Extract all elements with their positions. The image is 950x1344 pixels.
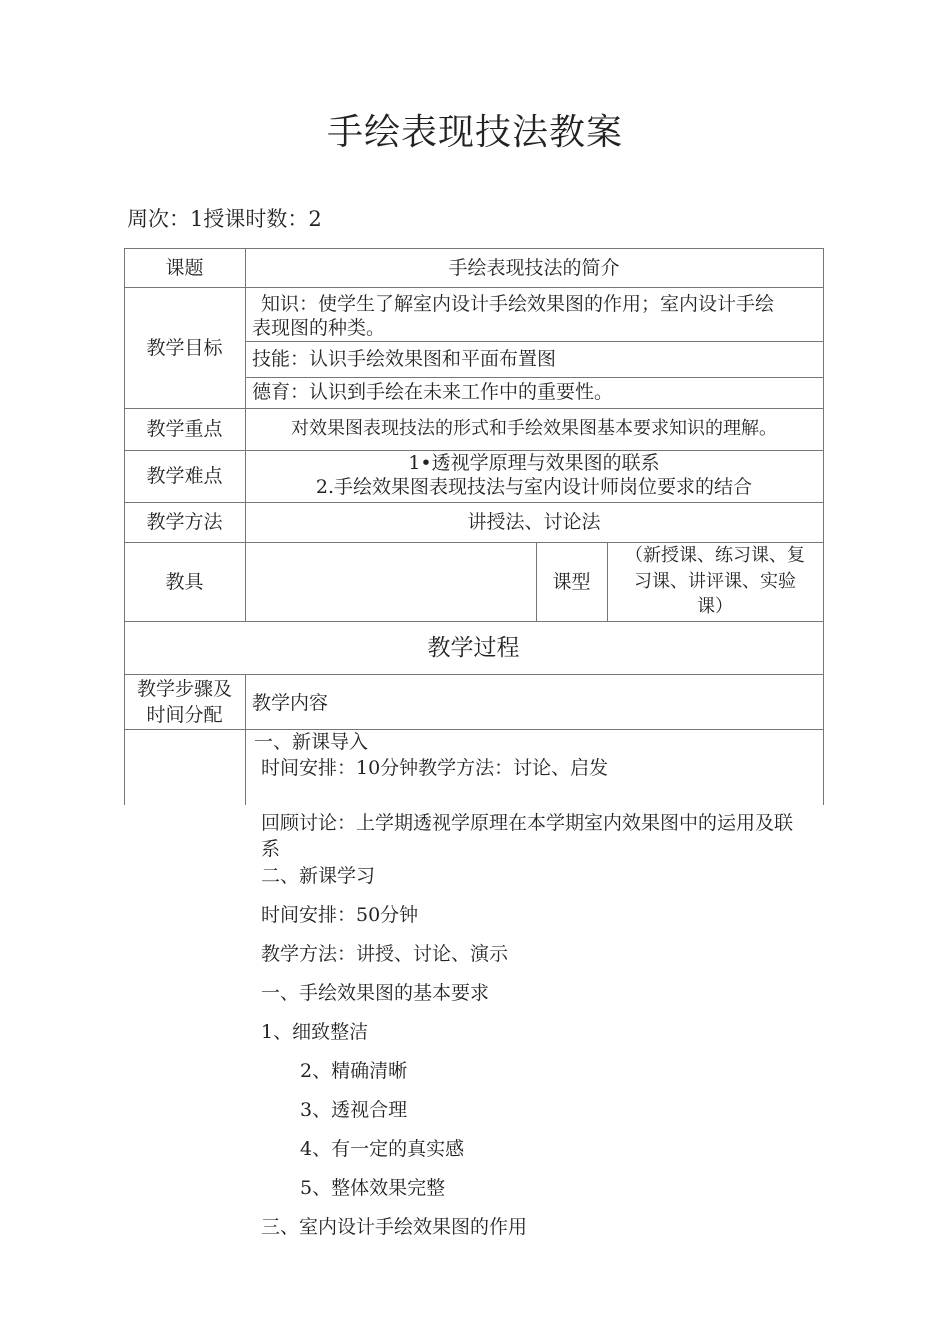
list-item: 2、精确清晰 [300, 1060, 408, 1082]
review-line2: 系 [261, 838, 281, 860]
difficulties-line2: 2.手绘效果图表现技法与室内设计师岗位要求的结合 [315, 476, 753, 498]
objectives-label: 教学目标 [146, 336, 223, 359]
topic-label: 课题 [165, 256, 204, 279]
tools-value [245, 542, 536, 621]
methods-value: 讲授法、讨论法 [467, 511, 601, 533]
objective-knowledge-line2: 表现图的种类。 [252, 317, 386, 339]
section-heading-3: 三、室内设计手绘效果图的作用 [261, 1216, 528, 1238]
course-type-line2: 习课、讲评课、实验 [634, 571, 796, 592]
topic-value: 手绘表现技法的简介 [448, 256, 620, 279]
course-type-line3: 课） [697, 596, 733, 617]
week-hours-line: 周次：1授课时数：2 [127, 207, 322, 231]
new-lesson-method: 教学方法：讲授、讨论、演示 [261, 943, 509, 965]
key-points-label: 教学重点 [146, 418, 223, 440]
table-border [245, 674, 246, 805]
steps-label-line2: 时间分配 [146, 704, 223, 726]
table-border [823, 248, 824, 805]
steps-label-line1: 教学步骤及 [136, 678, 232, 700]
list-item: 5、整体效果完整 [300, 1177, 446, 1199]
key-points-value: 对效果图表现技法的形式和手绘效果图基本要求知识的理解。 [291, 418, 777, 439]
difficulties-line1: 1•透视学原理与效果图的联系 [408, 452, 660, 474]
table-border [124, 729, 824, 730]
methods-label: 教学方法 [146, 511, 223, 533]
section-heading-1: 一、手绘效果图的基本要求 [261, 982, 490, 1004]
intro-heading: 一、新课导入 [254, 731, 369, 753]
content-header: 教学内容 [252, 692, 329, 714]
objective-skill: 技能：认识手绘效果图和平面布置图 [252, 348, 557, 370]
document-title: 手绘表现技法教案 [326, 112, 623, 153]
tools-label: 教具 [165, 570, 204, 593]
table-border [245, 341, 824, 342]
list-item: 4、有一定的真实感 [300, 1138, 465, 1160]
objective-moral: 德育：认识到手绘在未来工作中的重要性。 [252, 381, 614, 403]
list-item: 1、细致整洁 [261, 1021, 369, 1043]
course-type-line1: （新授课、练习课、复 [625, 545, 805, 566]
new-lesson-time: 时间安排：50分钟 [261, 904, 419, 926]
difficulties-label: 教学难点 [146, 465, 223, 487]
table-border [124, 674, 824, 675]
process-header: 教学过程 [427, 634, 520, 661]
objective-knowledge-line1: 知识：使学生了解室内设计手绘效果图的作用；室内设计手绘 [261, 293, 775, 315]
course-type-label: 课型 [552, 570, 591, 593]
list-item: 3、透视合理 [300, 1099, 408, 1121]
new-lesson-heading: 二、新课学习 [261, 865, 376, 887]
review-line1: 回顾讨论：上学期透视学原理在本学期室内效果图中的运用及联 [261, 812, 794, 834]
intro-schedule: 时间安排：10分钟教学方法：讨论、启发 [261, 757, 609, 779]
table-border [245, 377, 824, 378]
